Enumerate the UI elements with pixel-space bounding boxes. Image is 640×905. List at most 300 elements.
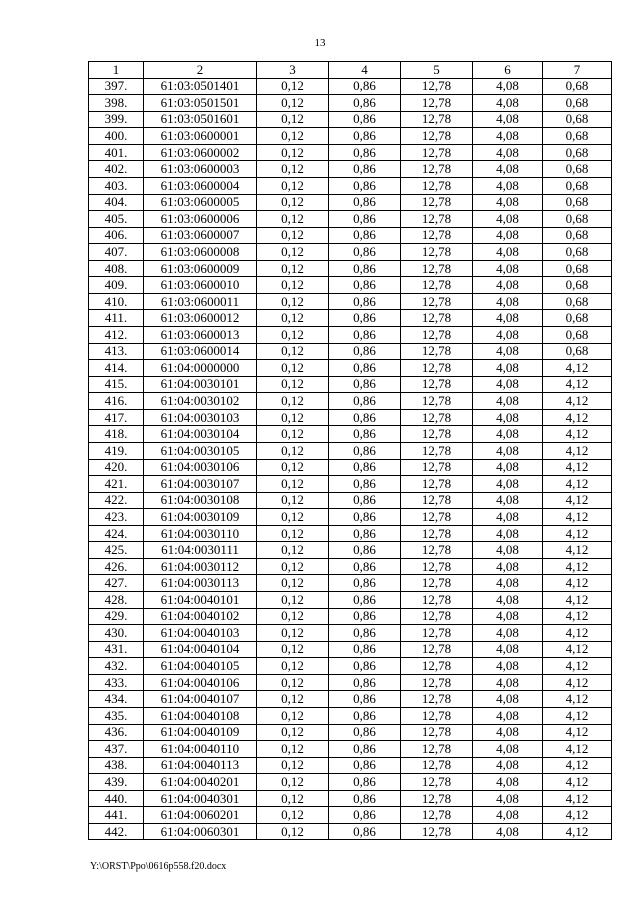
table-cell: 61:03:0600007 [144,227,257,244]
table-cell: 0,86 [329,674,401,691]
table-cell: 4,08 [473,177,543,194]
table-row [89,177,612,194]
header-row [89,62,612,79]
table-cell: 61:03:0501501 [144,95,257,112]
table-cell: 61:04:0040107 [144,691,257,708]
table-cell: 12,78 [401,442,473,459]
table-cell: 0,12 [257,707,329,724]
table-cell: 61:03:0600008 [144,244,257,261]
table-cell: 61:03:0600012 [144,310,257,327]
table-cell: 0,86 [329,360,401,377]
table-cell: 0,12 [257,260,329,277]
table-row [89,111,612,128]
table-cell: 438. [89,757,144,774]
table-cell: 61:04:0060201 [144,807,257,824]
table-cell: 4,08 [473,310,543,327]
table-cell: 61:04:0060301 [144,823,257,840]
table-cell: 407. [89,244,144,261]
table-cell: 4,12 [543,774,612,791]
table-cell: 0,86 [329,426,401,443]
table-cell: 422. [89,492,144,509]
table-cell: 0,68 [543,277,612,294]
table-row [89,95,612,112]
table-cell: 0,12 [257,724,329,741]
table-cell: 61:04:0040109 [144,724,257,741]
table-cell: 61:04:0030101 [144,376,257,393]
table-cell: 4,12 [543,608,612,625]
table-cell: 0,12 [257,409,329,426]
table-cell: 0,86 [329,194,401,211]
table-cell: 12,78 [401,774,473,791]
table-cell: 12,78 [401,525,473,542]
table-cell: 4,08 [473,95,543,112]
table-cell: 61:03:0600006 [144,211,257,228]
table-cell: 0,12 [257,741,329,758]
table-cell: 12,78 [401,741,473,758]
table-cell: 4,12 [543,741,612,758]
table-cell: 4,08 [473,409,543,426]
table-cell: 0,86 [329,111,401,128]
table-cell: 61:04:0030103 [144,409,257,426]
table-cell: 404. [89,194,144,211]
table-cell: 4,08 [473,293,543,310]
table-cell: 4,08 [473,823,543,840]
table-cell: 0,12 [257,227,329,244]
table-cell: 0,12 [257,542,329,559]
table-cell: 0,68 [543,161,612,178]
table-cell: 0,12 [257,244,329,261]
table-cell: 0,12 [257,442,329,459]
column-header: 4 [329,62,401,79]
table-cell: 12,78 [401,757,473,774]
table-cell: 418. [89,426,144,443]
table-row [89,542,612,559]
table-cell: 4,08 [473,691,543,708]
column-header: 1 [89,62,144,79]
table-row [89,260,612,277]
table-cell: 4,12 [543,442,612,459]
column-header: 7 [543,62,612,79]
table-cell: 0,12 [257,376,329,393]
table-cell: 4,08 [473,360,543,377]
table-cell: 4,08 [473,128,543,145]
table-row [89,674,612,691]
table-cell: 4,12 [543,376,612,393]
table-cell: 61:03:0600003 [144,161,257,178]
table-cell: 4,12 [543,542,612,559]
table-row [89,807,612,824]
table-cell: 4,08 [473,641,543,658]
table-cell: 12,78 [401,111,473,128]
table-cell: 0,86 [329,244,401,261]
table-cell: 428. [89,592,144,609]
table-cell: 398. [89,95,144,112]
table-cell: 4,12 [543,459,612,476]
table-cell: 4,08 [473,327,543,344]
table-cell: 0,86 [329,509,401,526]
table-cell: 12,78 [401,360,473,377]
table-cell: 4,08 [473,277,543,294]
table-cell: 0,86 [329,227,401,244]
table-cell: 12,78 [401,575,473,592]
table-cell: 0,68 [543,343,612,360]
table-cell: 0,86 [329,575,401,592]
table-cell: 12,78 [401,691,473,708]
table-row [89,360,612,377]
table-cell: 421. [89,476,144,493]
table-cell: 61:04:0040108 [144,707,257,724]
table-row [89,244,612,261]
table-cell: 0,12 [257,128,329,145]
column-header: 5 [401,62,473,79]
table-row [89,343,612,360]
table-cell: 12,78 [401,343,473,360]
table-cell: 12,78 [401,244,473,261]
table-cell: 12,78 [401,674,473,691]
table-cell: 424. [89,525,144,542]
table-cell: 12,78 [401,658,473,675]
table-cell: 417. [89,409,144,426]
table-cell: 61:03:0600004 [144,177,257,194]
table-cell: 0,68 [543,128,612,145]
table-cell: 12,78 [401,641,473,658]
table-cell: 61:04:0040110 [144,741,257,758]
table-cell: 12,78 [401,724,473,741]
table-cell: 4,08 [473,558,543,575]
table-cell: 0,12 [257,111,329,128]
table-cell: 0,12 [257,509,329,526]
table-cell: 61:04:0030108 [144,492,257,509]
table-row [89,790,612,807]
table-cell: 0,86 [329,691,401,708]
table-cell: 61:04:0030113 [144,575,257,592]
table-cell: 0,68 [543,244,612,261]
table-cell: 0,86 [329,442,401,459]
table-row [89,459,612,476]
table-cell: 0,12 [257,194,329,211]
table-cell: 0,86 [329,260,401,277]
table-cell: 4,08 [473,707,543,724]
table-cell: 0,68 [543,211,612,228]
table-cell: 0,86 [329,177,401,194]
table-cell: 0,12 [257,608,329,625]
table-cell: 4,08 [473,492,543,509]
table-cell: 4,12 [543,476,612,493]
table-cell: 0,12 [257,757,329,774]
table-cell: 61:04:0030105 [144,442,257,459]
column-header: 3 [257,62,329,79]
table-cell: 12,78 [401,277,473,294]
table-cell: 0,86 [329,277,401,294]
table-cell: 61:04:0030106 [144,459,257,476]
table-cell: 4,08 [473,757,543,774]
table-cell: 0,12 [257,641,329,658]
table-cell: 0,68 [543,144,612,161]
table-cell: 4,08 [473,211,543,228]
table-cell: 12,78 [401,327,473,344]
column-header: 6 [473,62,543,79]
table-cell: 435. [89,707,144,724]
table-cell: 0,86 [329,393,401,410]
table-cell: 4,12 [543,558,612,575]
table-cell: 429. [89,608,144,625]
table-cell: 412. [89,327,144,344]
table-row [89,277,612,294]
table-cell: 0,68 [543,95,612,112]
table-cell: 4,08 [473,724,543,741]
table-cell: 4,08 [473,442,543,459]
table-row [89,757,612,774]
table-cell: 61:03:0600011 [144,293,257,310]
table-cell: 61:03:0600005 [144,194,257,211]
table-cell: 0,86 [329,724,401,741]
table-cell: 0,86 [329,790,401,807]
table-cell: 423. [89,509,144,526]
table-cell: 4,08 [473,575,543,592]
table-cell: 401. [89,144,144,161]
table-cell: 4,12 [543,426,612,443]
table-cell: 442. [89,823,144,840]
table-cell: 4,12 [543,807,612,824]
table-cell: 4,08 [473,774,543,791]
table-cell: 0,86 [329,525,401,542]
table-cell: 12,78 [401,161,473,178]
table-row [89,592,612,609]
table-cell: 0,12 [257,78,329,95]
table-cell: 4,08 [473,509,543,526]
table-cell: 4,08 [473,376,543,393]
table-cell: 12,78 [401,558,473,575]
table-cell: 4,12 [543,674,612,691]
table-cell: 411. [89,310,144,327]
table-row [89,691,612,708]
table-cell: 61:03:0501601 [144,111,257,128]
table-row [89,476,612,493]
table-cell: 0,86 [329,641,401,658]
table-cell: 61:04:0030104 [144,426,257,443]
table-cell: 4,08 [473,194,543,211]
column-header: 2 [144,62,257,79]
table-cell: 4,08 [473,476,543,493]
table-cell: 416. [89,393,144,410]
table-cell: 4,12 [543,823,612,840]
table-cell: 0,86 [329,807,401,824]
table-cell: 399. [89,111,144,128]
table-cell: 425. [89,542,144,559]
table-row [89,492,612,509]
table-cell: 0,12 [257,310,329,327]
table-header [89,62,612,79]
table-cell: 4,12 [543,790,612,807]
footer-file-path: Y:\ORST\Ppo\0616p558.f20.docx [90,861,227,872]
table-row [89,608,612,625]
table-cell: 0,12 [257,492,329,509]
table-cell: 0,86 [329,211,401,228]
table-cell: 61:04:0040201 [144,774,257,791]
table-cell: 0,12 [257,691,329,708]
table-cell: 4,12 [543,641,612,658]
table-cell: 0,86 [329,608,401,625]
table-cell: 12,78 [401,509,473,526]
table-cell: 12,78 [401,393,473,410]
table-cell: 0,12 [257,774,329,791]
table-cell: 4,08 [473,426,543,443]
table-cell: 0,86 [329,161,401,178]
table-cell: 0,86 [329,327,401,344]
table-row [89,310,612,327]
table-cell: 61:04:0030109 [144,509,257,526]
table-row [89,707,612,724]
table-cell: 403. [89,177,144,194]
table-cell: 61:03:0600013 [144,327,257,344]
table-cell: 61:04:0030111 [144,542,257,559]
table-cell: 0,12 [257,426,329,443]
table-cell: 12,78 [401,194,473,211]
table-cell: 4,12 [543,509,612,526]
table-row [89,658,612,675]
table-cell: 4,08 [473,459,543,476]
table-cell: 406. [89,227,144,244]
table-row [89,144,612,161]
table-cell: 61:04:0040106 [144,674,257,691]
table-cell: 61:04:0040301 [144,790,257,807]
table-cell: 441. [89,807,144,824]
table-cell: 12,78 [401,542,473,559]
table-cell: 4,12 [543,575,612,592]
table-cell: 0,86 [329,558,401,575]
table-cell: 0,86 [329,144,401,161]
table-cell: 0,12 [257,823,329,840]
table-row [89,741,612,758]
table-cell: 4,12 [543,393,612,410]
table-cell: 61:04:0030112 [144,558,257,575]
table-cell: 12,78 [401,177,473,194]
table-cell: 427. [89,575,144,592]
table-cell: 0,86 [329,409,401,426]
table-row [89,823,612,840]
table-cell: 4,08 [473,144,543,161]
table-body [89,78,612,840]
table-cell: 0,86 [329,757,401,774]
table-cell: 432. [89,658,144,675]
table-row [89,293,612,310]
table-cell: 4,12 [543,757,612,774]
table-cell: 0,68 [543,227,612,244]
table-cell: 4,08 [473,393,543,410]
table-cell: 0,12 [257,393,329,410]
table-cell: 0,86 [329,78,401,95]
table-cell: 0,86 [329,459,401,476]
table-row [89,78,612,95]
table-cell: 61:04:0030107 [144,476,257,493]
table-cell: 12,78 [401,310,473,327]
table-cell: 0,12 [257,625,329,642]
table-cell: 12,78 [401,823,473,840]
table-cell: 430. [89,625,144,642]
table-cell: 4,12 [543,625,612,642]
table-cell: 0,86 [329,542,401,559]
table-cell: 0,12 [257,327,329,344]
table-cell: 61:03:0600014 [144,343,257,360]
table-cell: 4,12 [543,409,612,426]
table-cell: 431. [89,641,144,658]
table-cell: 0,12 [257,674,329,691]
table-cell: 0,12 [257,144,329,161]
table-row [89,442,612,459]
table-row [89,327,612,344]
table-cell: 4,08 [473,227,543,244]
table-cell: 12,78 [401,459,473,476]
table-row [89,558,612,575]
table-cell: 0,12 [257,658,329,675]
table-row [89,575,612,592]
table-cell: 0,86 [329,774,401,791]
table-cell: 405. [89,211,144,228]
table-cell: 408. [89,260,144,277]
table-cell: 400. [89,128,144,145]
table-cell: 4,08 [473,260,543,277]
table-cell: 4,08 [473,111,543,128]
table-cell: 0,86 [329,741,401,758]
table-cell: 12,78 [401,492,473,509]
table-cell: 413. [89,343,144,360]
table-cell: 12,78 [401,376,473,393]
table-cell: 0,12 [257,161,329,178]
table-cell: 0,12 [257,95,329,112]
table-cell: 0,86 [329,592,401,609]
table-cell: 0,68 [543,194,612,211]
table-cell: 4,08 [473,525,543,542]
table-cell: 12,78 [401,807,473,824]
table-cell: 0,86 [329,492,401,509]
table-cell: 0,86 [329,625,401,642]
table-cell: 61:04:0030110 [144,525,257,542]
table-cell: 4,12 [543,707,612,724]
table-cell: 0,86 [329,658,401,675]
table-cell: 0,12 [257,277,329,294]
table-cell: 397. [89,78,144,95]
table-cell: 0,68 [543,177,612,194]
table-cell: 0,68 [543,293,612,310]
table-cell: 12,78 [401,293,473,310]
table-cell: 4,08 [473,625,543,642]
table-cell: 4,12 [543,525,612,542]
table-cell: 419. [89,442,144,459]
table-cell: 61:04:0040104 [144,641,257,658]
table-row [89,641,612,658]
table-cell: 4,08 [473,674,543,691]
table-cell: 437. [89,741,144,758]
table-cell: 0,86 [329,343,401,360]
table-cell: 0,68 [543,111,612,128]
table-cell: 439. [89,774,144,791]
table-cell: 0,12 [257,343,329,360]
table-cell: 0,12 [257,790,329,807]
table-cell: 4,08 [473,741,543,758]
table-row [89,376,612,393]
table-row [89,128,612,145]
table-cell: 0,12 [257,558,329,575]
table-cell: 0,12 [257,360,329,377]
table-cell: 12,78 [401,144,473,161]
table-cell: 12,78 [401,128,473,145]
table-cell: 4,08 [473,161,543,178]
table-cell: 4,08 [473,608,543,625]
table-cell: 12,78 [401,790,473,807]
table-cell: 409. [89,277,144,294]
table-cell: 0,12 [257,177,329,194]
table-cell: 61:04:0040113 [144,757,257,774]
